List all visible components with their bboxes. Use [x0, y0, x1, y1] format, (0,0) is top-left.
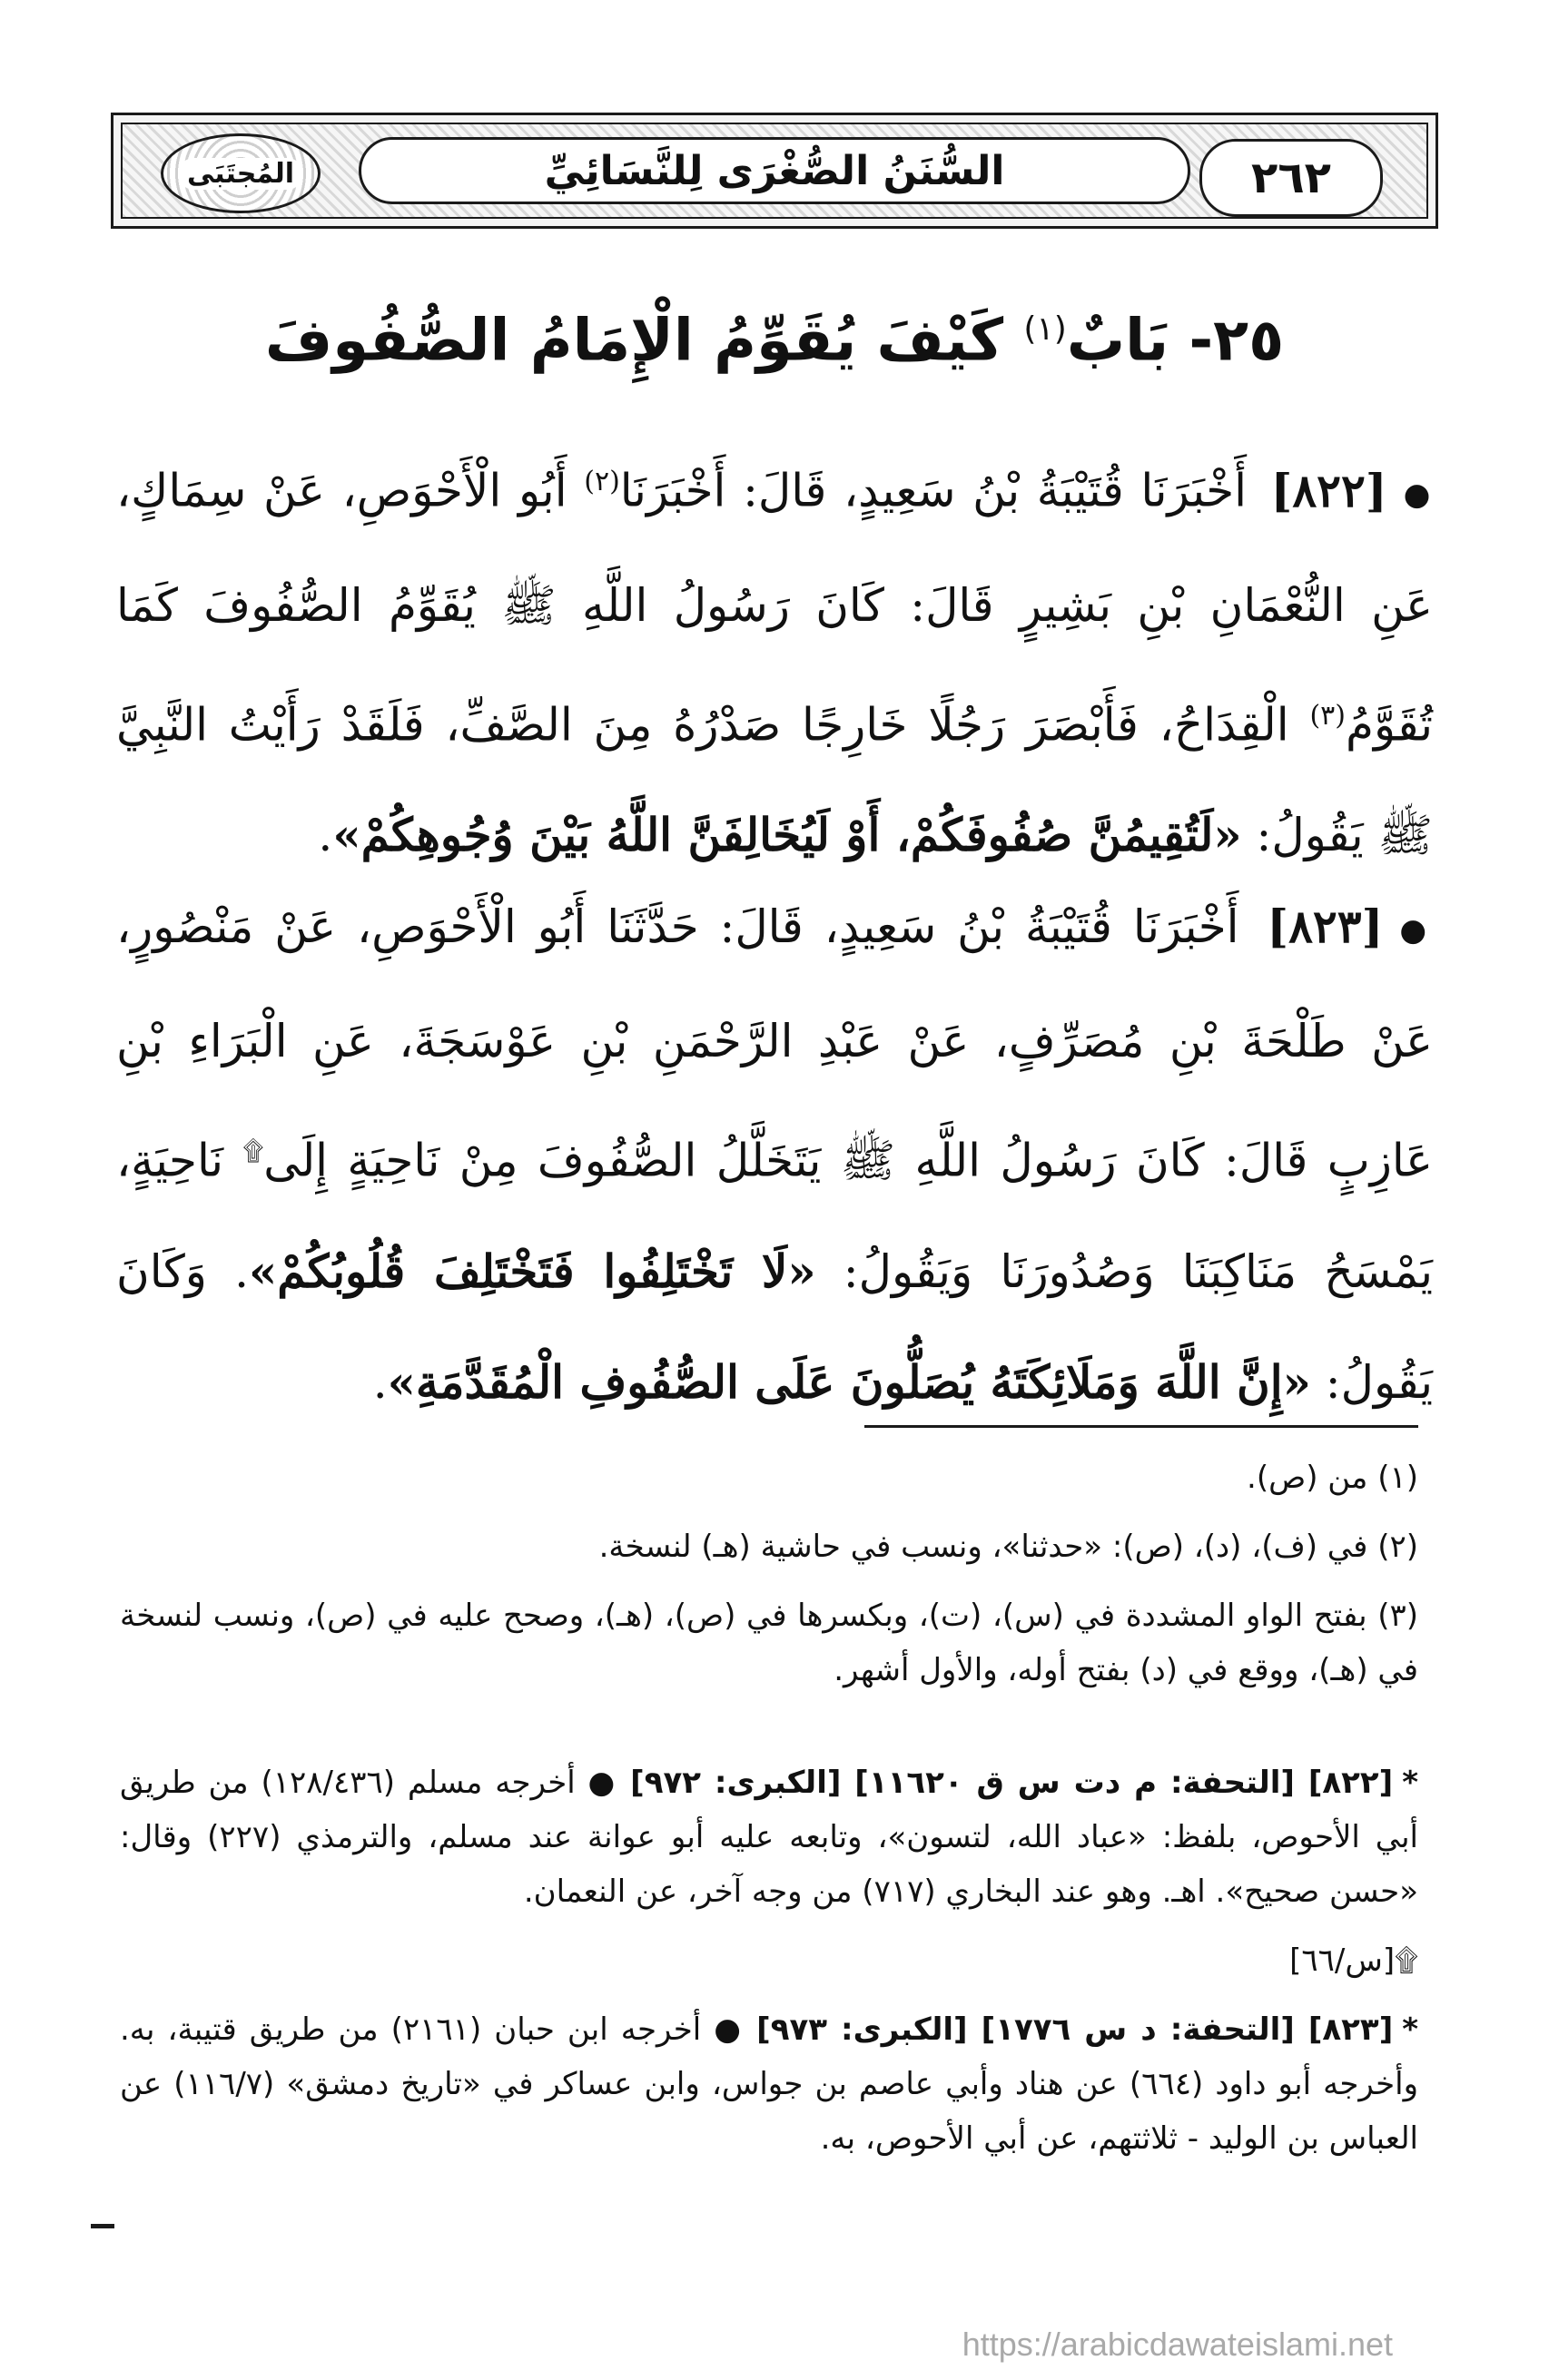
bullet-icon: ●	[1399, 912, 1434, 949]
hadith-text-part: أَخْبَرَنَا قُتَيْبَةُ بْنُ سَعِيدٍ، قَالَ: أَخْبَرَنَا	[619, 464, 1264, 517]
star-icon: *	[1402, 2011, 1419, 2048]
note-tag: [٨٢٢] [التحفة: م دت س ق ١١٦٢٠] [الكبرى: ٩٧٢]	[630, 1765, 1394, 1801]
hadith-823	[116, 871, 1433, 1438]
logo-medallion	[161, 133, 321, 213]
page-number: ٢٦٢	[1251, 152, 1331, 203]
hadith-paragraph	[116, 427, 1433, 890]
note-822	[120, 1755, 1418, 1919]
logo-text: المُجتَبَى	[178, 158, 303, 190]
book-title: السُّنَنُ الصُّغْرَى لِلنَّسَائِيِّ	[544, 147, 1005, 194]
prophetic-quote: «إِنَّ اللَّهَ وَمَلَائِكَتَهُ يُصَلُّونَ عَلَى الصُّفُوفِ الْمُقَدَّمَةِ»	[387, 1354, 1311, 1409]
page-number-box	[1199, 139, 1383, 217]
footnote-item: (٣) بفتح الواو المشددة في (س)، (ت)، وبكسرها في (ص)، (هـ)، وصحح عليه في (ص)، ونسب لنسخة في (هـ)، ووقع في (د) بفتح أوله، والأول أشهر.	[120, 1598, 1418, 1688]
margin-dash	[91, 2224, 114, 2228]
chapter-title: كَيْفَ يُقَوِّمُ الْإِمَامُ الصُّفُوفَ	[264, 307, 1004, 375]
takhrij-notes	[120, 1755, 1418, 2180]
footnote-ref: (٢)	[584, 466, 620, 497]
hadith-text-part: . وَكَانَ يَقُولُ:	[116, 1244, 1433, 1409]
bullet-icon: ●	[1403, 476, 1433, 513]
hadith-text-part: أَخْبَرَنَا قُتَيْبَةُ بْنُ سَعِيدٍ، قَالَ: حَدَّثَنَا أَبُو الْأَحْوَصِ، عَنْ مَنْصُورٍ، عَنْ طَلْحَةَ بْنِ مُصَرِّفٍ، عَنْ عَبْدِ الرَّحْمَنِ بْنِ عَوْسَجَةَ، عَنِ الْبَرَاءِ بْنِ عَازِبٍ قَالَ: كَانَ رَسُولُ اللَّهِ ﷺ يَتَخَلَّلُ الصُّفُوفَ مِنْ نَاحِيَةٍ إِلَى	[116, 900, 1434, 1187]
hadith-text-part: أَبُو الْأَحْوَصِ، عَنْ سِمَاكٍ، عَنِ النُّعْمَانِ بْنِ بَشِيرٍ قَالَ: كَانَ رَسُولُ اللَّهِ ﷺ يُقَوِّمُ الصُّفُوفَ كَمَا تُقَوَّمُ	[116, 464, 1433, 752]
header-ornament	[121, 123, 1428, 219]
footnote-ref: (٣)	[1309, 699, 1346, 732]
note-tag: [٨٢٣] [التحفة: د س ١٧٧٦] [الكبرى: ٩٧٣]	[756, 2011, 1394, 2048]
hadith-number: [٨٢٢]	[1270, 463, 1387, 517]
hadith-end: .	[372, 1355, 388, 1409]
prophetic-quote: «لَتُقِيمُنَّ صُفُوفَكُمْ، أَوْ لَيُخَالِفَنَّ اللَّهُ بَيْنَ وُجُوهِكُمْ»	[332, 808, 1242, 862]
page-header	[111, 113, 1438, 229]
chapter-footnote-ref: (١)	[1023, 310, 1067, 348]
hadith-number: [٨٢٣]	[1267, 900, 1384, 953]
note-text: ● أخرجه ابن حبان (٢١٦١) من طريق قتيبة، به. وأخرجه أبو داود (٦٦٤) عن هناد وأبي عاصم بن جواس، وابن عساكر في «تاريخ دمشق» (١١٦/٧) عن العباس بن الوليد - ثلاثتهم، عن أبي الأحوص، به.	[120, 2011, 1419, 2157]
book-logo	[150, 133, 331, 213]
hadith-end: .	[318, 809, 333, 862]
note-823	[120, 2002, 1418, 2166]
hadith-822	[116, 427, 1433, 890]
prophetic-quote: «لَا تَخْتَلِفُوا فَتَخْتَلِفَ قُلُوبُكُمْ»	[248, 1244, 816, 1298]
star-icon: *	[1402, 1765, 1418, 1801]
chapter-label: بَابٌ	[1066, 307, 1169, 375]
footnote-item: (٢) في (ف)، (د)، (ص): «حدثنا»، ونسب في حاشية (هـ) لنسخة.	[598, 1529, 1418, 1565]
chapter-number: ٢٥-	[1189, 307, 1285, 375]
page-marker-icon: ۩	[242, 1136, 264, 1167]
note-text: ● أخرجه مسلم (١٢٨/٤٣٦) من طريق أبي الأحوص، بلفظ: «عباد الله، لتسون»، وتابعه عليه أبو عوانة عند مسلم، والترمذي (٢٢٧) وقال: «حسن صحيح». اهـ. وهو عند البخاري (٧١٧) من وجه آخر، عن النعمان.	[120, 1765, 1418, 1910]
hadith-text-part: الْقِدَاحُ، فَأَبْصَرَ رَجُلًا خَارِجًا صَدْرُهُ مِنَ الصَّفِّ، فَلَقَدْ رَأَيْتُ النَّبِيَّ ﷺ يَقُولُ:	[116, 698, 1433, 862]
hadith-paragraph	[116, 871, 1433, 1438]
chapter-heading	[127, 289, 1422, 381]
footnote-item: (١) من (ص).	[1247, 1460, 1418, 1496]
watermark: https://arabicdawateislami.net	[962, 2326, 1393, 2363]
footnotes	[120, 1451, 1418, 1712]
footnote-separator	[864, 1425, 1418, 1428]
hadith-text-part: نَاحِيَةٍ، يَمْسَحُ مَنَاكِبَنَا وَصُدُورَنَا وَيَقُولُ:	[116, 1134, 1433, 1298]
margin-reference: ۩[س/٦٦]	[1289, 1942, 1418, 1979]
title-cartouche	[359, 137, 1190, 204]
